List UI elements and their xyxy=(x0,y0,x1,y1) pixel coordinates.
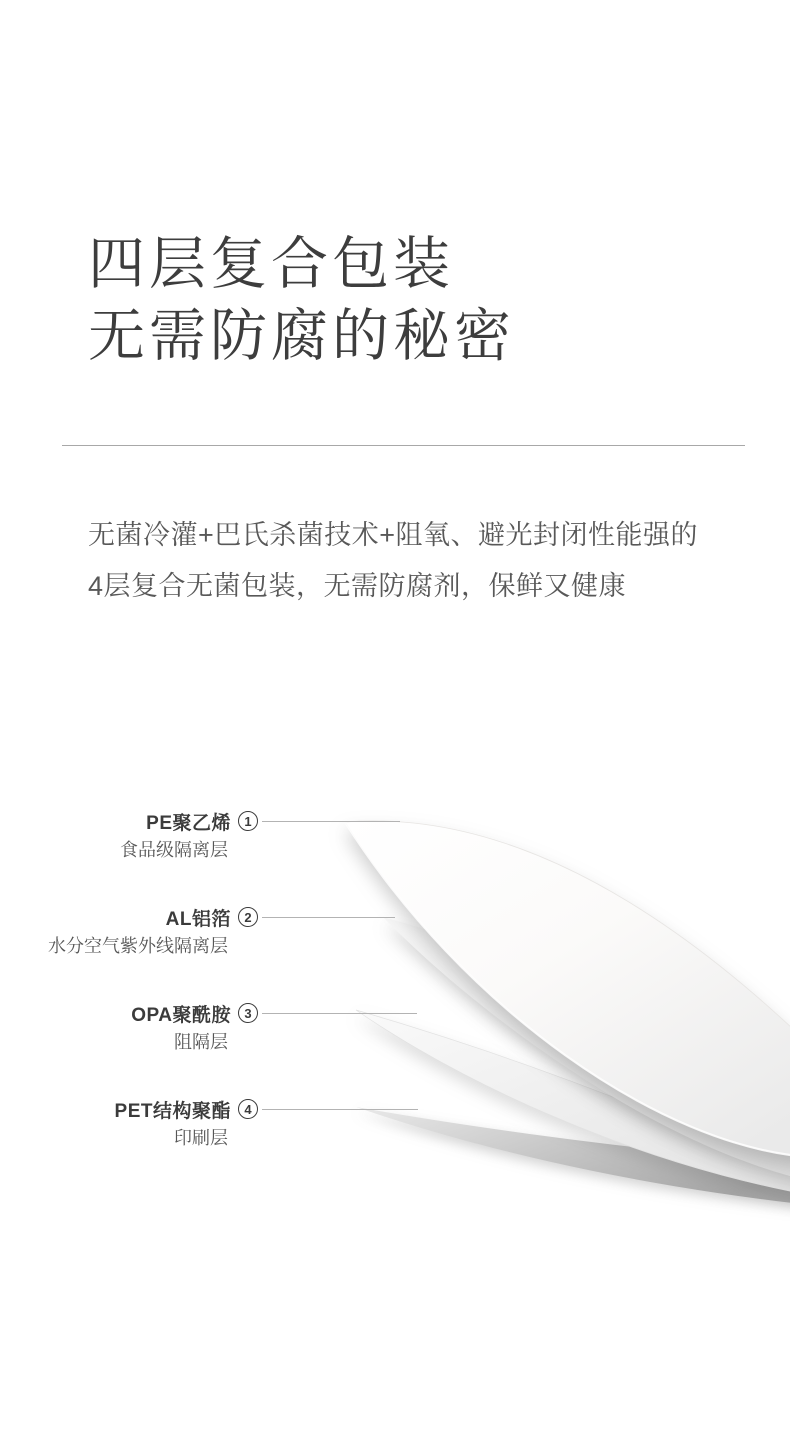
layer-name: AL铝箔 xyxy=(165,908,231,930)
leader-line-al xyxy=(262,917,395,918)
description-line1: 无菌冷灌+巴氏杀菌技术+阻氧、避光封闭性能强的 xyxy=(88,520,699,550)
layer-label-pet xyxy=(38,1096,258,1151)
leader-line-opa xyxy=(262,1013,417,1014)
section-title-line1: 四层复合包装 xyxy=(88,232,454,296)
leader-line-pe xyxy=(262,821,400,822)
section-title xyxy=(88,228,515,372)
section-title-line2: 无需防腐的秘密 xyxy=(88,304,515,368)
layer-desc: 阻隔层 xyxy=(174,1032,228,1052)
layer-label-al xyxy=(38,904,258,959)
layer-desc: 食品级隔离层 xyxy=(120,840,228,860)
layer-name: OPA聚酰胺 xyxy=(131,1004,231,1026)
layer-number: 3 xyxy=(244,1005,252,1021)
layer-name: PE聚乙烯 xyxy=(146,812,231,834)
layer-number-badge xyxy=(238,1003,258,1023)
layer-label-pe xyxy=(38,808,258,863)
layer-label-opa xyxy=(38,1000,258,1055)
layer-number-badge xyxy=(238,907,258,927)
layer-number-badge xyxy=(238,1099,258,1119)
description-line2: 4层复合无菌包装，无需防腐剂，保鲜又健康 xyxy=(88,571,627,601)
divider-line xyxy=(62,445,745,446)
layer-name: PET结构聚酯 xyxy=(114,1100,231,1122)
layer-number-badge xyxy=(238,811,258,831)
layer-desc: 印刷层 xyxy=(174,1128,228,1148)
layer-desc: 水分空气紫外线隔离层 xyxy=(48,936,228,956)
description-text xyxy=(88,510,708,612)
layer-number: 4 xyxy=(244,1101,252,1117)
layer-number: 1 xyxy=(244,813,252,829)
leader-line-pet xyxy=(262,1109,418,1110)
layer-number: 2 xyxy=(244,909,252,925)
